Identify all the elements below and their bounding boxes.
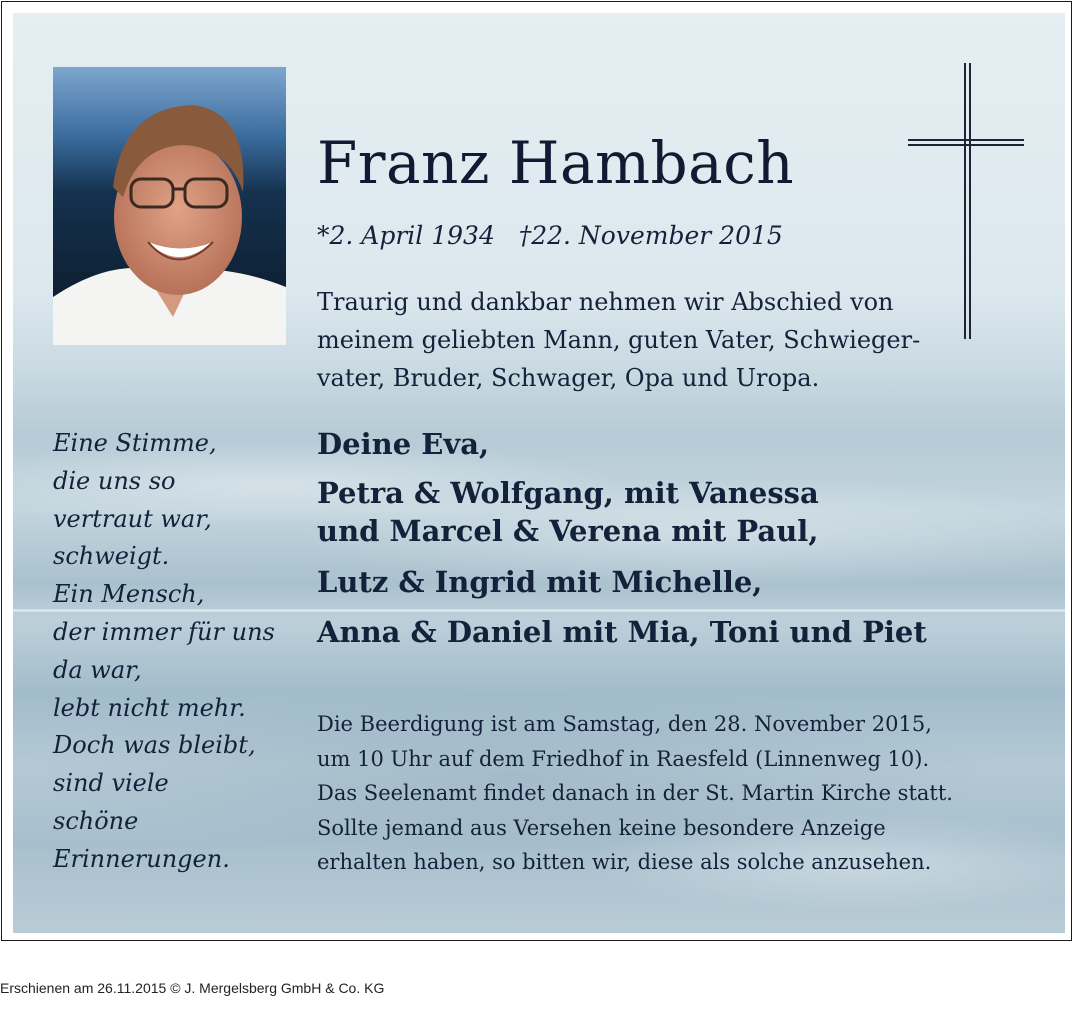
funeral-line: Sollte jemand aus Versehen keine besondere Anzeige (317, 815, 886, 840)
funeral-details (317, 707, 953, 880)
family-line-eva: Deine Eva, (317, 427, 490, 461)
family-line-petra-a: Petra & Wolfgang, mit Vanessa (317, 476, 819, 510)
poem-line: vertraut war, (53, 504, 212, 533)
poem-line: Doch was bleibt, (53, 731, 256, 760)
funeral-line: um 10 Uhr auf dem Friedhof in Raesfeld (Linnenweg 10). (317, 746, 930, 771)
funeral-line: erhalten haben, so bitten wir, diese als solche anzusehen. (317, 850, 932, 874)
mourning-line: meinem geliebten Mann, guten Vater, Schwieger- (317, 326, 921, 354)
poem (53, 425, 275, 879)
publication-credit: Erschienen am 26.11.2015 © J. Mergelsberg GmbH & Co. KG (0, 980, 385, 996)
obituary-panel (13, 13, 1065, 933)
poem-line: lebt nicht mehr. (53, 693, 246, 722)
poem-line: schweigt. (53, 542, 170, 571)
funeral-line: Die Beerdigung ist am Samstag, den 28. November 2015, (317, 712, 932, 736)
obituary-frame (1, 1, 1072, 941)
poem-line: Eine Stimme, (53, 429, 217, 457)
family-line-petra-b: und Marcel & Verena mit Paul, (317, 514, 819, 548)
poem-line: die uns so (53, 466, 176, 495)
cross-icon (906, 63, 1026, 343)
mourning-line: Traurig und dankbar nehmen wir Abschied von (317, 288, 894, 316)
poem-line: Ein Mensch, (53, 580, 205, 609)
poem-line: sind viele (53, 769, 169, 798)
mourning-line: vater, Bruder, Schwager, Opa und Uropa. (317, 364, 820, 392)
mourning-text (317, 283, 920, 397)
poem-line: schöne (53, 806, 139, 835)
family-line-anna: Anna & Daniel mit Mia, Toni und Piet (317, 615, 927, 649)
portrait-photo (53, 67, 286, 345)
life-dates: *2. April 1934 †22. November 2015 (317, 221, 783, 250)
family-line-petra (317, 474, 819, 550)
poem-line: da war, (53, 655, 142, 684)
deceased-name: Franz Hambach (317, 129, 795, 197)
funeral-line: Das Seelenamt findet danach in der St. Martin Kirche statt. (317, 781, 953, 805)
poem-line: der immer für uns (53, 617, 275, 646)
family-line-lutz: Lutz & Ingrid mit Michelle, (317, 565, 763, 599)
poem-line: Erinnerungen. (53, 844, 230, 873)
